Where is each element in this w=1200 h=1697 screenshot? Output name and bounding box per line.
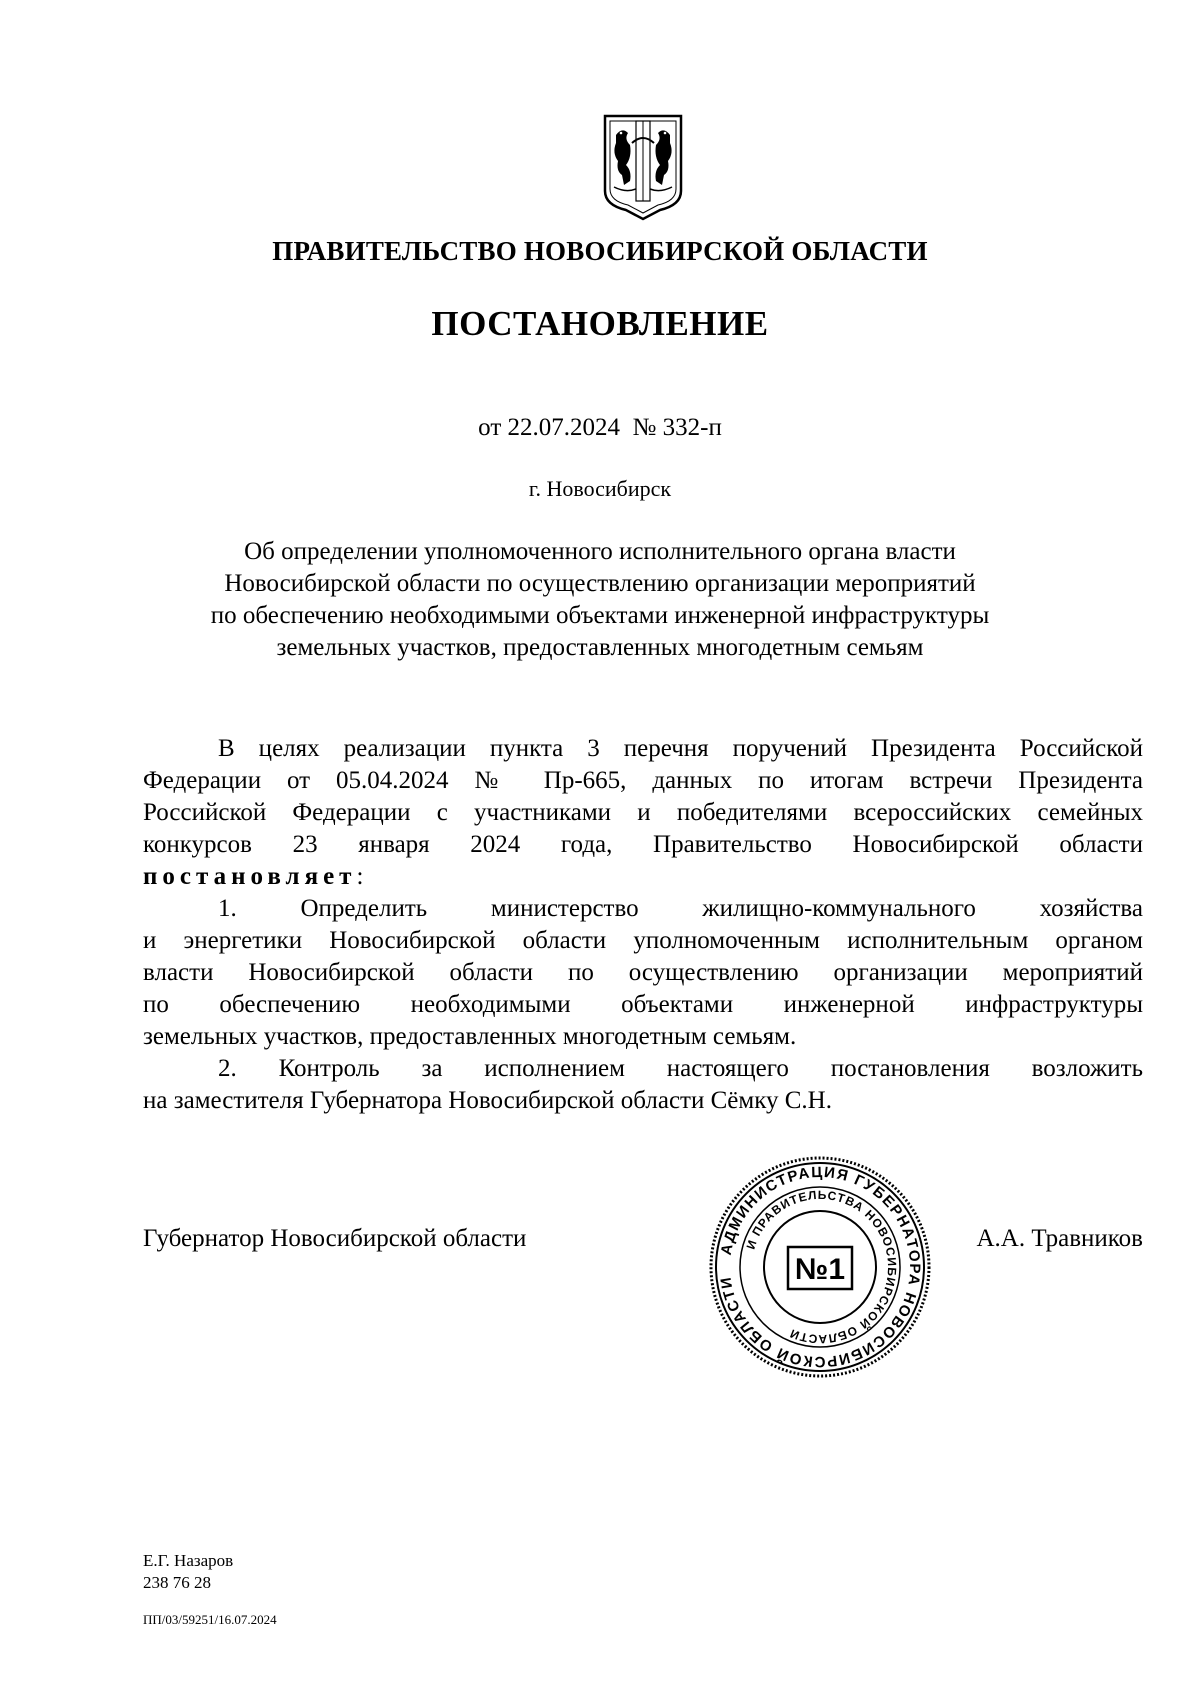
executor-name: Е.Г. Назаров [143, 1551, 234, 1570]
subject-line: по обеспечению необходимыми объектами инженерной инфраструктуры [210, 602, 990, 629]
seal-outer-text: АДМИНИСТРАЦИЯ ГУБЕРНАТОРА НОВОСИБИРСКОЙ ОБЛАСТИ [717, 1163, 924, 1371]
item1-line: власти Новосибирской области по осуществлению организации мероприятий [143, 959, 1143, 986]
item1-line: по обеспечению необходимыми объектами инженерной инфраструктуры [143, 991, 1143, 1018]
preamble-line: В целях реализации пункта 3 перечня поручений Президента Российской [218, 735, 1143, 762]
organization-title: ПРАВИТЕЛЬСТВО НОВОСИБИРСКОЙ ОБЛАСТИ [272, 236, 928, 266]
seal-inner-text: И ПРАВИТЕЛЬСТВА НОВОСИБИРСКОЙ ОБЛАСТИ [743, 1187, 900, 1347]
date-and-number: от 22.07.2024 № 332-п [478, 414, 722, 441]
subject-line: Об определении уполномоченного исполнительного органа власти [244, 538, 956, 565]
item1-line: земельных участков, предоставленных многодетным семьям. [143, 1023, 797, 1050]
document-subject [0, 536, 1200, 664]
decree-word: постановляет [143, 863, 357, 890]
decree-line [143, 861, 1143, 893]
city-line: г. Новосибирск [528, 476, 672, 501]
coat-of-arms-icon [602, 113, 684, 221]
preamble-line: Федерации от 05.04.2024 № Пр-665, данных по итогам встречи Президента [143, 767, 1143, 794]
seal-number: №1 [794, 1253, 846, 1286]
item2-line: на заместителя Губернатора Новосибирской области Сёмку С.Н. [143, 1087, 832, 1114]
official-seal [708, 1155, 932, 1379]
subject-line: Новосибирской области по осуществлению организации мероприятий [224, 570, 976, 597]
executor-phone: 238 76 28 [143, 1573, 211, 1592]
item1-line: и энергетики Новосибирской области уполномоченным исполнительным органом [143, 927, 1143, 954]
preamble-line: Российской Федерации с участниками и победителями всероссийских семейных [143, 799, 1143, 826]
item1-line: 1. Определить министерство жилищно-коммунального хозяйства [218, 895, 1143, 922]
document-body [143, 733, 1143, 1117]
executor-info [143, 1550, 233, 1594]
registration-number: ПП/03/59251/16.07.2024 [143, 1612, 277, 1627]
preamble-line: конкурсов 23 января 2024 года, Правительство Новосибирской области [143, 831, 1143, 858]
document-type-title: ПОСТАНОВЛЕНИЕ [431, 304, 769, 343]
item2-line: 2. Контроль за исполнением настоящего постановления возложить [218, 1055, 1143, 1082]
subject-line: земельных участков, предоставленных многодетным семьям [276, 634, 924, 661]
signatory-position: Губернатор Новосибирской области [143, 1225, 527, 1252]
signatory-name: А.А. Травников [976, 1225, 1143, 1252]
decree-colon: : [356, 863, 364, 890]
